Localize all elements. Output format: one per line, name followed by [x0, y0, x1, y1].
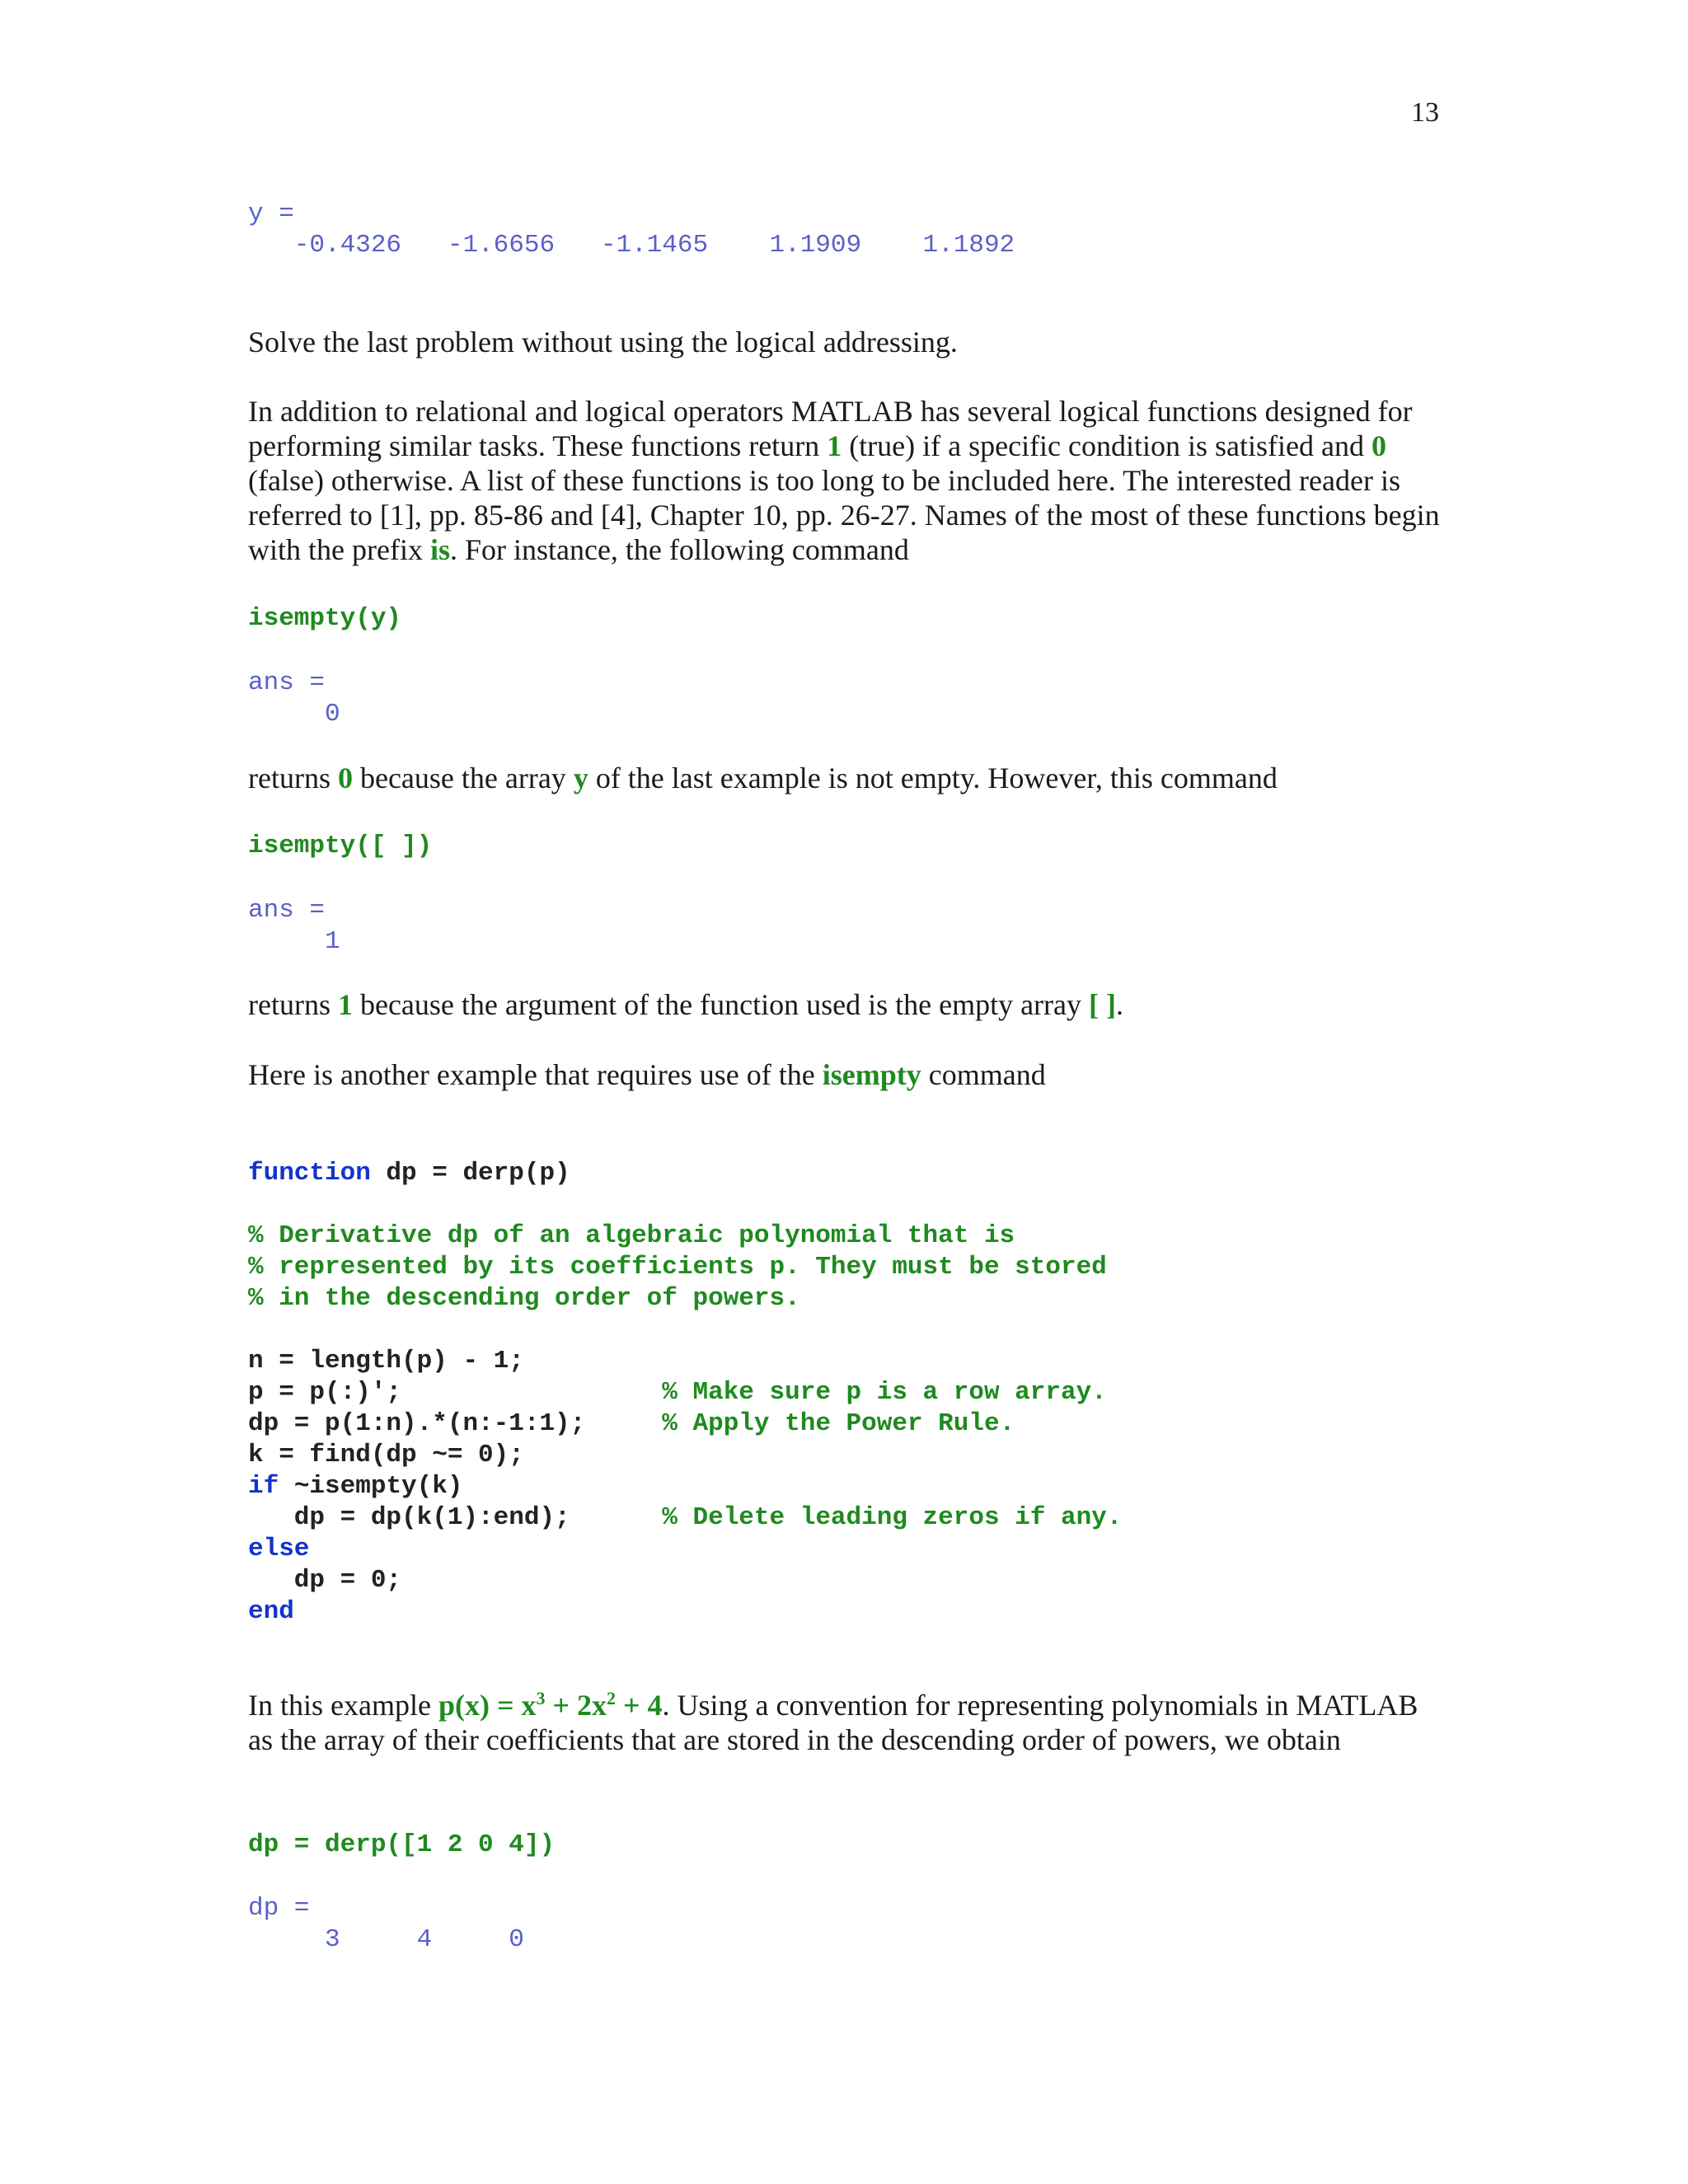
paragraph-returns-0: returns 0 because the array y of the last example is not empty. However, this command — [248, 762, 1278, 794]
output-label: dp = — [248, 1894, 310, 1923]
output-value: 0 — [248, 700, 340, 729]
output-y — [248, 199, 1015, 261]
output-value: 3 4 0 — [248, 1925, 524, 1954]
paragraph-returns-1: returns 1 because the argument of the function used is the empty array [ ]. — [248, 988, 1123, 1021]
code-keyword: if — [248, 1472, 279, 1501]
command-isempty-y: isempty(y) — [248, 604, 402, 633]
output-ans-1 — [248, 895, 340, 958]
paragraph-polynomial-example: In this example $p(x) = x^3 + 2x^2 + 4$. Using a convention for representing polynomials in MATLAB as the array of their coefficients that are stored in the descending order of powers, we obtain — [248, 1688, 1418, 1756]
output-ans-0 — [248, 668, 340, 730]
output-label: ans = — [248, 668, 326, 697]
page-number: 13 — [1411, 97, 1439, 128]
output-value: 1 — [248, 927, 340, 956]
formula: $p(x) = x^3 + 2x^2 + 4$ — [438, 1688, 663, 1722]
code-comment: % Delete leading zeros if any. — [662, 1503, 1123, 1532]
code-keyword: else — [248, 1535, 310, 1563]
paragraph-solve: Solve the last problem without using the logical addressing. — [248, 326, 958, 359]
command-derp: dp = derp([1 2 0 4]) — [248, 1830, 556, 1859]
code-comment: % Make sure p is a row array. — [662, 1378, 1107, 1407]
command-isempty-empty: isempty([ ]) — [248, 832, 433, 860]
code-comment: % in the descending order of powers. — [248, 1284, 800, 1313]
paragraph-intro: In addition to relational and logical operators MATLAB has several logical functions designed for performing similar tasks. These functions return 1 (true) if a specific condition is satisfied and 0 (false) otherwise. A list of these functions is too long to be included here. The interested reader is referred to [1], pp. 85-86 and [4], Chapter 10, pp. 26-27. Names of the most of these functions begin with the prefix is. For instance, the following command — [248, 395, 1440, 566]
code-keyword: end — [248, 1597, 294, 1626]
output-label: y = — [248, 199, 294, 228]
code-keyword: function — [248, 1159, 371, 1188]
paragraph-another-example: Here is another example that requires use of the isempty command — [248, 1058, 1046, 1091]
output-values: -0.4326 -1.6656 -1.1465 1.1909 1.1892 — [248, 231, 1015, 260]
code-comment: % Apply the Power Rule. — [662, 1409, 1015, 1438]
code-comment: % represented by its coefficients p. They must be stored — [248, 1253, 1107, 1282]
output-dp — [248, 1893, 524, 1956]
code-block-derp: function dp = derp(p) % Derivative dp of an algebraic polynomial that is % represented by its coefficients p. They must be stored % in the descending order of powers. n = length(p) - 1; p = p(:)'; % Make sure p is a row array. dp = p(1:n).*(n:-1:1); % Apply the Power Rule. k = find(dp ~= 0); if ~isempty(k) dp = dp(k(1):end); % Delete leading zeros if any. else dp = 0; end — [248, 1159, 1123, 1626]
code-comment: % Derivative dp of an algebraic polynomial that is — [248, 1221, 1015, 1250]
output-label: ans = — [248, 896, 326, 925]
